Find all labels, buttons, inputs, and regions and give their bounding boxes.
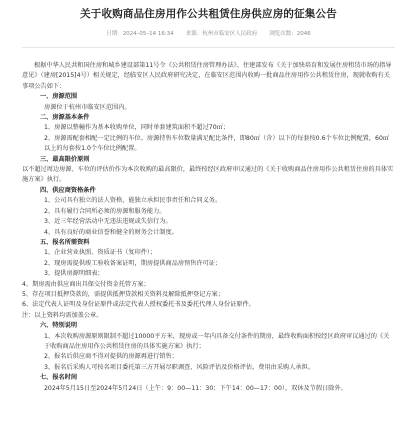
section-heading: 一、房源范围	[40, 93, 78, 101]
divider	[22, 47, 395, 48]
paragraph: 根据中华人民共和国住房和城乡建设部第11号令《公共租赁住房管理办法》、住建部发布《关于加快培育和发展住房租赁市场的指导意见》（建房[2015]4号）相关规定，经临安区人民政府研究决定，在临安区范围内收购一批商品住房用作公共租赁住房，现就收购有关事项公告如下：	[22, 62, 392, 90]
paragraph: 1、房源以整幢作为基本收购单位，同时单套建筑面积不超过70㎡；	[44, 124, 230, 132]
section-heading: 三、最高限价原则	[40, 155, 90, 163]
paragraph: 2、房源需配套相配一定比例的车位。房源持售车位数量满足配比条件，即80㎡（含）以下的每套按0.6个车位比例配置，60㎡以上的每套按1.0个车位比例配置。	[44, 134, 390, 153]
paragraph: 注：以上资料均需加盖公章。	[22, 311, 103, 319]
section-heading: 二、房源基本条件	[40, 114, 90, 122]
paragraph: 3、近三年经营活动中无违法违规或失信行为。	[44, 218, 172, 226]
paragraph: 4、期房需由供应商出具保交付资金托管方案；	[22, 280, 150, 288]
publish-date: 日期：2024–05–14 16:34	[106, 31, 174, 37]
paragraph: 1、公司具有独立的法人资格，能独立承担民事责任和合同义务。	[44, 197, 222, 205]
paragraph: 2024年5月15日至2024年5月24日（上午：9：00—11：30；下午14：00—17：00），双休及节假日除外。	[44, 384, 347, 392]
paragraph: 3、提供房源明细表；	[44, 270, 104, 278]
article-meta	[22, 30, 395, 38]
section-heading: 五、报名所需资料	[40, 238, 90, 246]
article-title: 关于收购商品住房用作公共租赁住房供应房的征集公告	[80, 8, 337, 20]
section-heading: 六、特别说明	[40, 322, 78, 330]
paragraph: 1、本次收购房源原则限制不超过10000平方米，现房或一年内具备交付条件的期房，最终收购面积按经区政府审议通过的《关于收购商品住房用作公共租赁住房的具体实施方案》执行；	[44, 332, 390, 350]
paragraph: 房源位于杭州市临安区范围内。	[44, 103, 131, 111]
section-heading: 七、报名时间	[40, 374, 78, 382]
paragraph: 6、法定代表人证明及身份证原件或法定代表人授权委托书及委托代理人身份证原件。	[22, 301, 255, 309]
paragraph: 5、存在项目抵押贷款的，需提供抵押贷款相关资料及解除抵押登记方案；	[22, 290, 224, 298]
paragraph: 2、报名后供应商不得对提供的房源再进行销售；	[44, 353, 178, 361]
paragraph: 3、报名后采购人可按名项目委托第三方开展尽职调查、风险评估及价格评估，费用由采购人承担。	[44, 363, 314, 371]
paragraph: 2、现房需提供竣工验收备案证明，期房提供商品房预售许可证；	[44, 259, 222, 267]
paragraph: 以不超过周边房源、车位的评估价作为本次收购的最高限价，最终按经区政府审议通过的《关于收购商品住房用作公共租赁住房的具体实施方案》执行。	[22, 166, 394, 184]
paragraph: 4、具有良好的商业信誉和健全的财务会计制度。	[44, 228, 178, 236]
article-body	[22, 61, 395, 394]
paragraph: 2、具有履行合同所必须的房源和服务能力。	[44, 207, 166, 215]
view-count: 浏览次数：2046	[269, 31, 311, 37]
announcement-page	[0, 6, 415, 439]
section-heading: 四、供应商资格条件	[40, 186, 96, 194]
source: 来源：杭州市临安区人民政府	[185, 31, 258, 37]
paragraph: 1、企业营业执照、资质证书（复印件）；	[44, 249, 157, 257]
